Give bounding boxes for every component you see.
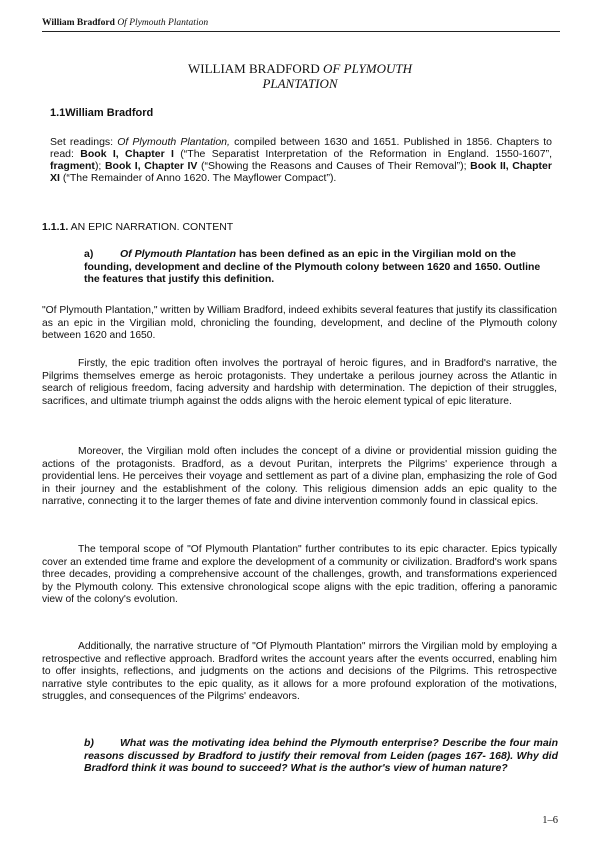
question-a xyxy=(84,248,558,286)
readings-text: compiled between 1630 and 1651. Published in 1856. Chapters to read: xyxy=(50,136,552,160)
running-head-work: Of Plymouth Plantation xyxy=(117,18,209,28)
readings-chapter: Book I, Chapter I xyxy=(80,148,174,160)
page-title xyxy=(100,61,500,91)
subsection-number: 1.1.1. xyxy=(42,221,69,233)
section-title: William Bradford xyxy=(65,107,154,119)
readings-text: (“The Remainder of Anno 1620. The Mayflower Compact”). xyxy=(59,172,337,184)
readings-fragment: fragment xyxy=(50,160,95,172)
set-readings xyxy=(50,136,552,184)
title-work-part2: PLANTATION xyxy=(262,76,338,91)
running-head xyxy=(42,17,208,29)
body-paragraph: Moreover, the Virgilian mold often includes the concept of a divine or providential mission guiding the actions of the protagonists. Bradford, as a devout Puritan, interprets the Pilgrims' experience through a providential lens. He perceives their voyage and settlement as part of a divine plan, emphasizing the role of God in their journey and the establishment of the colony. This religious dimension adds an epic quality to the narrative, connecting it to the larger themes of fate and divine intervention commonly found in classical epics. xyxy=(42,446,557,507)
title-author: WILLIAM BRADFORD xyxy=(187,61,324,76)
readings-text: (“Showing the Reasons and Causes of Their Removal”); xyxy=(197,160,471,172)
question-a-text: has been defined as an epic in the Virgilian mold on the founding, development and decline of the Plymouth colony between 1620 and 1650. Outline the features that justify this definition. xyxy=(84,248,541,285)
section-number: 1.1 xyxy=(50,107,66,119)
question-a-work: Of Plymouth Plantation xyxy=(120,248,237,260)
readings-chapter: Book II, Chapter XI xyxy=(50,160,552,184)
body-paragraph: "Of Plymouth Plantation," written by William Bradford, indeed exhibits several features that justify its classification as an epic in the Virgilian mold, chronicling the founding, development, and decline of the Plymouth colony between 1620 and 1650. xyxy=(42,305,557,341)
title-work-part1: OF PLYMOUTH xyxy=(323,61,412,76)
running-head-author: William Bradford xyxy=(42,18,115,28)
readings-text: (“The Separatist Interpretation of the Reformation in England. 1550-1607”, xyxy=(173,148,552,160)
subsection-title: AN EPIC NARRATION. CONTENT xyxy=(70,221,234,233)
question-b-label: b) xyxy=(84,737,94,749)
readings-chapter: Book I, Chapter IV xyxy=(104,160,198,172)
readings-text: Set readings: xyxy=(50,136,118,148)
body-paragraph: Additionally, the narrative structure of "Of Plymouth Plantation" mirrors the Virgilian mold by employing a retrospective and reflective approach. Bradford writes the account years after the events occurred, enabling him to offer insights, reflections, and judgments on the actions and decisions of the Pilgrims. This retrospective narrative style contributes to the epic quality, as it allows for a more profound exploration of the motivations, struggles, and consequences of the Pilgrims' endeavors. xyxy=(42,641,557,702)
page-number: 1–6 xyxy=(542,815,558,826)
question-b xyxy=(84,737,558,775)
body-paragraph: The temporal scope of "Of Plymouth Plantation" further contributes to its epic character. Epics typically cover an extended time frame and explore the development of a community or civilization. Bradford's work spans three decades, providing a comprehensive account of the challenges, growth, and transformations experienced by the Plymouth colony. This extensive chronological scope aligns with the epic tradition, offering a panoramic view of the colony's evolution. xyxy=(42,544,557,605)
subsection-heading xyxy=(42,221,233,233)
readings-text: ); xyxy=(94,160,105,172)
question-a-label: a) xyxy=(84,248,94,260)
section-heading xyxy=(50,107,153,120)
question-b-text: What was the motivating idea behind the Plymouth enterprise? Describe the four main reasons discussed by Bradford to justify their removal from Leiden (pages 167- 168). Why did Bradford think it was bound to succeed? What is the author's view of human nature? xyxy=(84,737,558,774)
header-rule xyxy=(42,31,560,32)
body-paragraph: Firstly, the epic tradition often involves the portrayal of heroic figures, and in Bradford's narrative, the Pilgrims themselves emerge as heroic protagonists. They undertake a perilous journey across the Atlantic in search of religious freedom, facing adversity and hardship with determination. The depiction of their struggles, sacrifices, and ultimate triumph against the odds aligns with the heroic element typical of epic literature. xyxy=(42,358,557,407)
readings-work-title: Of Plymouth Plantation, xyxy=(117,136,230,148)
